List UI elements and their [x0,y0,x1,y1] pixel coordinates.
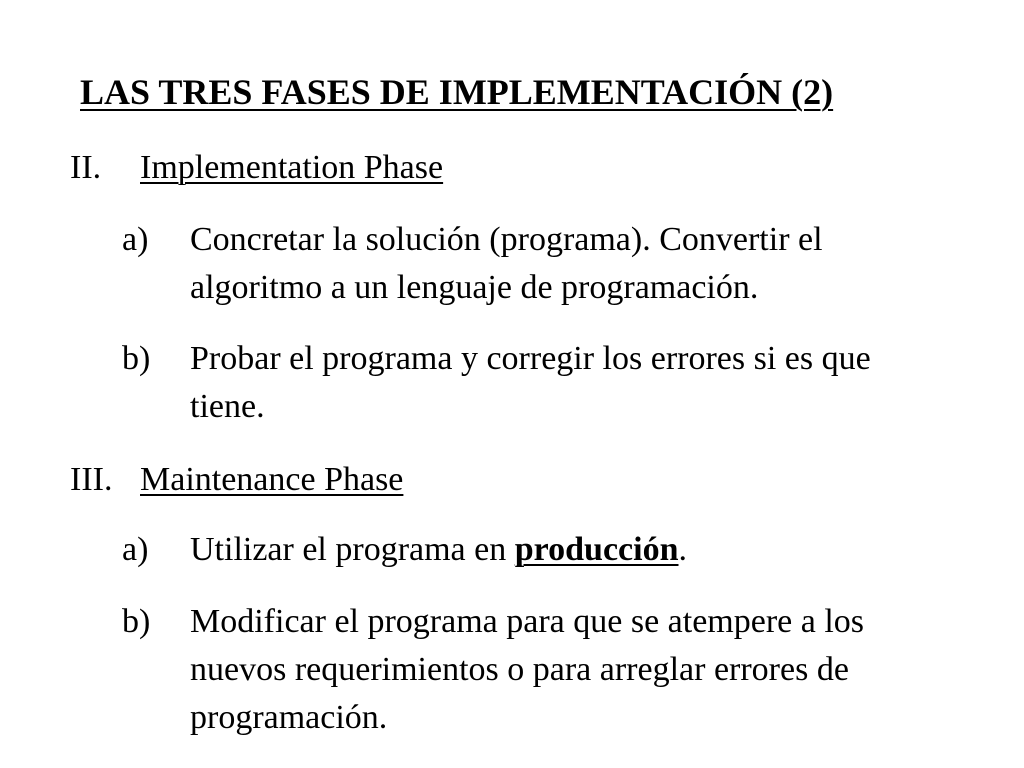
list-item-marker: b) [122,603,151,640]
emphasis-production: producción [514,531,679,568]
list-item-marker: a) [122,531,149,568]
list-item-text: Concretar la solución (programa). Convertir el algoritmo a un lenguaje de programación. [190,221,823,306]
list-item-text [190,526,942,574]
section-heading: Implementation Phase [140,149,444,186]
section-numeral: II. [70,149,102,186]
list-item-text: Modificar el programa para que se atempere a los nuevos requerimientos o para arreglar errores de programación. [190,603,865,736]
list-item [122,335,942,431]
section-maintenance-phase [70,460,403,500]
list-item [122,216,942,312]
list-item [122,598,942,742]
section-implementation-phase [70,148,443,188]
section-heading: Maintenance Phase [140,461,404,498]
section-numeral: III. [70,461,113,498]
list-item-marker: a) [122,221,149,258]
list-item-marker: b) [122,340,151,377]
slide-title: LAS TRES FASES DE IMPLEMENTACIÓN (2) [80,72,834,112]
list-item-text: Probar el programa y corregir los errores si es que tiene. [190,340,871,425]
list-item-text-after: . [678,531,687,568]
list-item [122,526,942,574]
list-item-text-before: Utilizar el programa en [190,531,515,568]
